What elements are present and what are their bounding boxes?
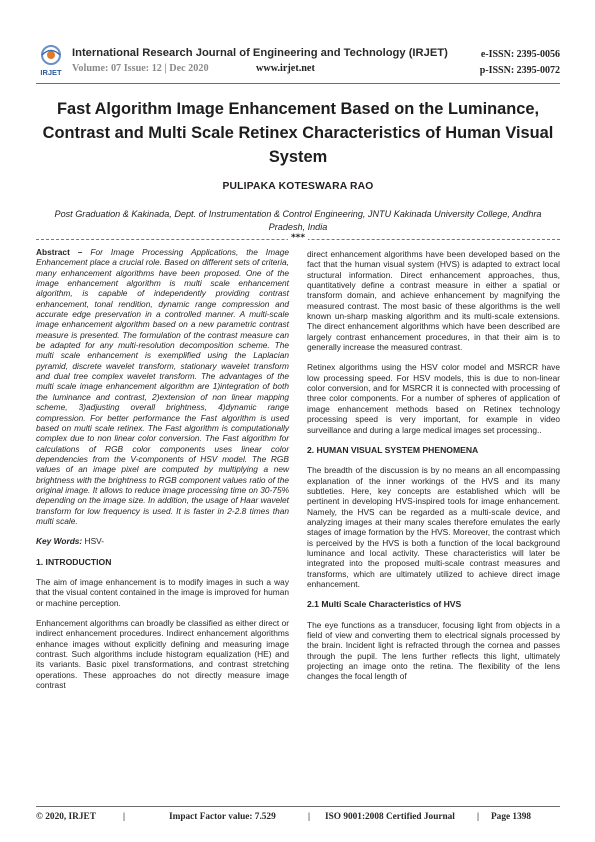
journal-header — [36, 44, 560, 80]
logo-text: IRJET — [40, 68, 62, 77]
footer-separator: | — [477, 812, 480, 822]
p-issn: p-ISSN: 2395-0072 — [479, 65, 560, 76]
divider-stars: *** — [288, 233, 308, 243]
right-column — [307, 249, 560, 692]
intro-paragraph-1: The aim of image enhancement is to modify images in such a way that the visual content contained in the image is improved for human or machine perception. — [36, 576, 289, 608]
intro-paragraph-2: Enhancement algorithms can broadly be classified as either direct or indirect enhancement procedures. Indirect enhancement algorithms enhance images without explicitly defining and measuring image contrast. Such algorithms include histogram equalization (HE) and its variants. Basic pixel transformations, and contrast stretching operations. These approaches do not directly measure image contrast — [36, 618, 289, 691]
section-heading-hvs: 2. HUMAN VISUAL SYSTEM PHENOMENA — [307, 444, 479, 455]
subsection-heading-multiscale: 2.1 Multi Scale Characteristics of HVS — [307, 599, 462, 610]
keywords-text: HSV- — [82, 536, 105, 547]
e-issn: e-ISSN: 2395-0056 — [480, 49, 560, 60]
abstract-text: For Image Processing Applications, the Image Enhancement place a crucial role. Based on different sets of criteria, many enhancement algorithms have been proposed. One of the image enhancement algorithm is multi scale enhancement algorithm, is capable of independently providing contrast enhancement, tonal rendition, dynamic range compression and accurate edge preservation in a controlled manner. A multi-scale image enhancement algorithm based on a new parametric contrast measure is presented. The formulation of the contrast measure can be adapted for any multi-resolution decomposition scheme. The multi scale enhancement is exemplified using the Laplacian pyramid, discrete wavelet transform, stationary wavelet transform and dual tree complex wavelet transform. The advantages of the multi scale image enhancement algorithm are 1)integration of both the luminance and contrast, 2)extension of non linear mapping scheme, 3)adjusting overall brightness, 4)dynamic range compression. For better performance the Fast algorithm is used based on multi scale retinex. The Fast algorithm is computationally complex due to non linear color conversion. The Fast algorithm for calculations of RGB color components uses linear color dependencies from the V-components of HSV model. The RGB values of an image pixel are computed by multiplying a new brightness with the brightness to RGB component values ratio of the original image. It allows to reduce image processing time on 30-75% depending on the image size. In addition, the usage of Haar wavelet transform for low frequency is used. It is faster in 2-2.8 times than multi scale. — [36, 247, 289, 526]
multiscale-paragraph-1: The eye functions as a transducer, focusing light from objects in a field of view and converting them to electrical signals processed by the brain. Incident light is refracted through the cornea and passes through the pupil. The lens further reflects this light, ultimately projecting an image onto the retina. The flexibility of the lens changes the focal length of — [307, 619, 560, 682]
left-column — [36, 247, 289, 700]
footer-impact-factor: Impact Factor value: 7.529 — [169, 812, 276, 822]
footer-separator: | — [308, 812, 311, 822]
abstract-label: Abstract – — [36, 247, 83, 257]
footer-separator: | — [123, 812, 126, 822]
footer-iso: ISO 9001:2008 Certified Journal — [325, 812, 455, 822]
journal-website[interactable]: www.irjet.net — [256, 63, 315, 74]
section-divider — [36, 234, 560, 244]
footer-copyright: © 2020, IRJET — [36, 812, 96, 822]
paper-title: Fast Algorithm Image Enhancement Based on the Luminance, Contrast and Multi Scale Retinex Characteristics of Human Visual System — [42, 100, 554, 166]
journal-name: International Research Journal of Engineering and Technology (IRJET) — [72, 47, 448, 59]
keywords — [36, 536, 289, 546]
keywords-label: Key Words: — [36, 536, 83, 547]
author-affiliation: Post Graduation & Kakinada, Dept. of Instrumentation & Control Engineering, JNTU Kakinada University College, Andhra Pradesh, India — [54, 209, 542, 232]
volume-issue: Volume: 07 Issue: 12 | Dec 2020 — [72, 63, 209, 74]
intro-paragraph-4: Retinex algorithms using the HSV color model and MSRCR have low processing speed. For HSV models, this is due to non-linear color conversion, and for MSRCR it is connected with processing of three color components. For a number of spheres of application of image enhancement methods based on Retinex technology processing speed is very important, for example in video surveillance and during a large medical images set processing.. — [307, 362, 560, 435]
header-rule — [36, 83, 560, 84]
footer-rule — [36, 806, 560, 807]
intro-paragraph-3: direct enhancement algorithms have been developed based on the fact that the human visual system (HVS) is adapted to extract local structural information. Direct enhancement approaches, thus, quantitatively define a contrast measure in either a spatial or transform domain, and achieve enhancement by magnifying the measured contrast. The most basic of these algorithms is the well known un-sharp masking algorithm and its multi-scale extensions. The direct enhancement algorithms which have been described are largely contrast enhancement procedures, in that their aim is to generally increase the measured contrast. — [307, 249, 560, 353]
footer-page-number: Page 1398 — [491, 812, 532, 822]
hvs-paragraph-1: The breadth of the discussion is by no means an all encompassing explanation of the inner workings of the HVS and its many subtleties. Here, key concepts are established which will be pertinent in developing HVS-inspired tools for image enhancement. Namely, the HVS can be regarded as a multi-scale device, and analyzing images at their many scales therefore emulates the early stages of image formation by the HVS. Moreover, the contrast which is perceived by the HVS is both a function of the local background luminance and local activity. These characteristics will later be integrated into the proposed multi-scale contrast measures and transforms, which are ultimately utilized to achieve direct image enhancement. — [307, 465, 560, 589]
abstract — [36, 247, 289, 526]
section-heading-introduction: 1. INTRODUCTION — [36, 556, 112, 567]
author-name: PULIPAKA KOTESWARA RAO — [222, 181, 374, 192]
irjet-logo — [36, 44, 66, 78]
